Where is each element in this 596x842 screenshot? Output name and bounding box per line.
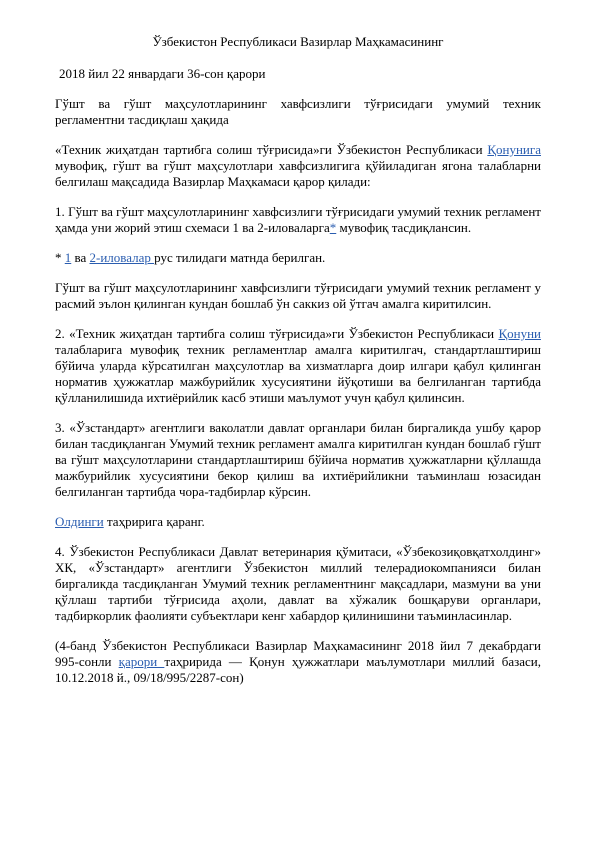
paragraph-text: (4-банд Ўзбекистон Республикаси Вазирлар Маҳкамасининг 2018 йил 7 декабрдаги 995-сонли (55, 638, 541, 669)
paragraph-4: 4. Ўзбекистон Республикаси Давлат ветеринария қўмитаси, «Ўзбекозиқовқатхолдинг» ХК, «Ўзстандарт» агентлиги Ўзбекистон миллий телерадиокомпанияси билан биргаликда тасдиқланган Умумий техник регламентнинг мақсадлари, мазмуни ва уни қўллаш тартиби тўғрисида аҳоли, давлат ва хўжалик бошқаруви органлари, тадбиркорлик фаолияти субъектлари кенг хабардор қилинишини таъминласинлар. (55, 544, 541, 623)
law-link[interactable]: Қонунига (487, 142, 541, 157)
paragraph-intro (55, 142, 541, 190)
document-page (55, 34, 541, 700)
paragraph-1 (55, 204, 541, 236)
law-link[interactable]: Қонуни (498, 326, 541, 341)
footnote-link[interactable]: * (329, 220, 337, 235)
appendix-1-link[interactable]: 1 (64, 250, 72, 265)
amendment-note (55, 638, 541, 686)
previous-edition-note (55, 514, 541, 530)
paragraph-3: 3. «Ўзстандарт» агентлиги ваколатли давлат органлари билан биргаликда ушбу қарор билан тасдиқланган Умумий техник регламент амалга киритилган кундан бошлаб гўшт ва гўшт маҳсулотларини стандартлаштириш бўйича норматив ҳужжатларни қўллашда мажбурийлик хусусиятини бекор қилиш ва ихтиёрийликни таъминлаш юзасидан белгиланган тартибда чора-тадбирлар кўрсин. (55, 420, 541, 499)
paragraph-text: таҳририда — Қонун ҳужжатлари маълумотлари миллий базаси, 10.12.2018 й., 09/18/995/2287-сон) (55, 654, 541, 685)
paragraph-text: талабларига мувофиқ техник регламентлар амалга киритилгач, стандартлаштириш бўйича уларда кўрсатилган маҳсулотлар ва хизматларга доир илгари қабул қилинган норматив ҳужжатлар мажбурийлик хусусиятини йўқотиши ва белгиланган тартибда қўлланилишида ихтиёрийлик касб этиши маълумот учун қабул қилинсин. (55, 342, 541, 405)
appendix-2-link[interactable]: 2-иловалар (89, 250, 155, 265)
paragraph-text: рус тилидаги матнда берилган. (154, 250, 326, 265)
previous-edition-link[interactable]: Олдинги (55, 514, 104, 529)
paragraph-text: 1. Гўшт ва гўшт маҳсулотларининг хавфсизлиги тўғрисидаги умумий техник регламент ҳамда уни жорий этиш схемаси 1 ва 2-иловаларга (55, 204, 541, 235)
footnote-marker: * (55, 250, 65, 265)
document-subtitle: 2018 йил 22 январдаги 36-сон қарори (59, 66, 266, 81)
footnote (55, 250, 541, 266)
document-heading: Гўшт ва гўшт маҳсулотларининг хавфсизлиги тўғрисидаги умумий техник регламентни тасдиқлаш ҳақида (55, 96, 541, 127)
paragraph-2 (55, 326, 541, 406)
paragraph-text: мувофиқ, гўшт ва гўшт маҳсулотлари хавфсизлигига қўйиладиган ягона талабларни белгилаш мақсадида Вазирлар Маҳкамаси қарор қилади: (55, 158, 541, 189)
paragraph-effective-date: Гўшт ва гўшт маҳсулотларининг хавфсизлиги тўғрисидаги умумий техник регламент у расмий эълон қилинган кундан бошлаб ўн саккиз ой ўтгач амалга киритилсин. (55, 280, 541, 311)
paragraph-text: таҳририга қаранг. (103, 514, 205, 529)
resolution-link[interactable]: қарори (118, 654, 165, 669)
document-title: Ўзбекистон Республикаси Вазирлар Маҳкамасининг (152, 34, 444, 49)
paragraph-text: «Техник жиҳатдан тартибга солиш тўғрисида»ги Ўзбекистон Республикаси (55, 142, 488, 157)
paragraph-text: 2. «Техник жиҳатдан тартибга солиш тўғрисида»ги Ўзбекистон Республикаси (55, 326, 499, 341)
paragraph-text: мувофиқ тасдиқлансин. (336, 220, 472, 235)
paragraph-text: ва (71, 250, 90, 265)
